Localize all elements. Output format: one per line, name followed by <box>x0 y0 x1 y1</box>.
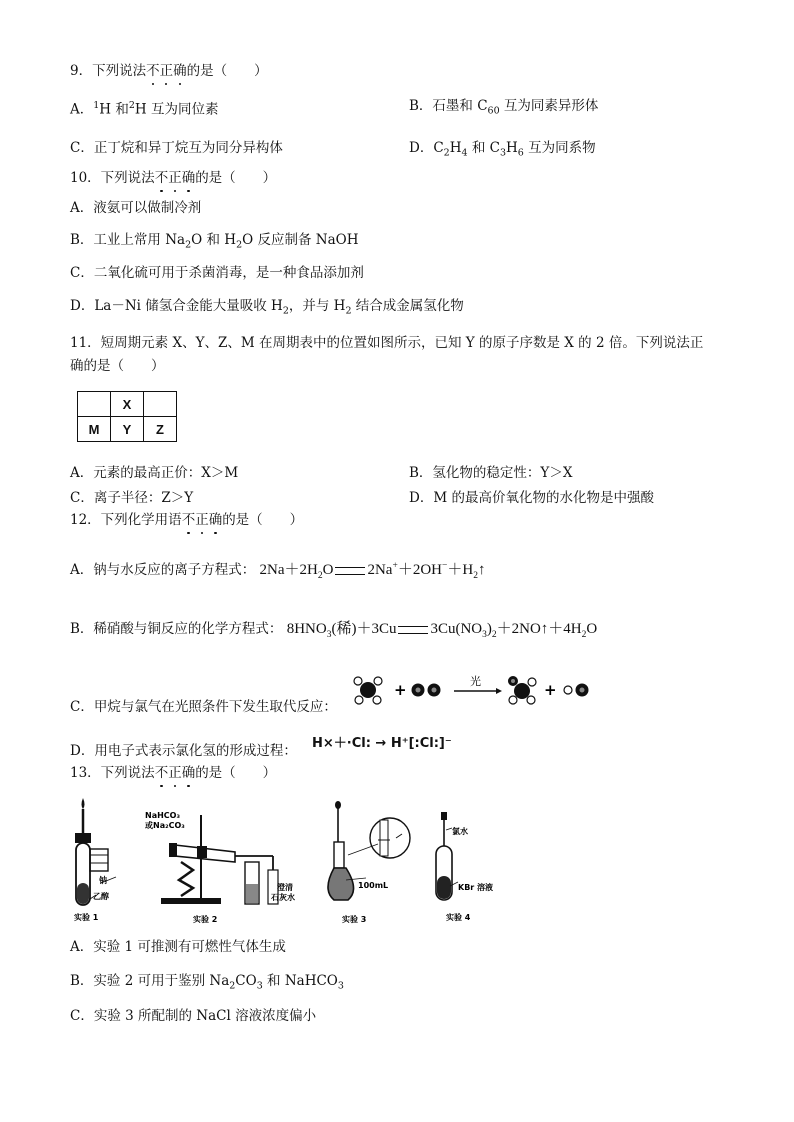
experiment-1-label: 实验 1 <box>74 913 99 922</box>
q12-option-a: A．钠与水反应的离子方程式： $2Na+2H_2O$ $2Na^++2OH^-+H_2↑$ <box>70 561 486 581</box>
svg-text:澄清: 澄清 <box>277 883 293 892</box>
chemical-equation: $8HNO_3$(稀)＋3Cu $3Cu(NO_3)_2+2NO↑+4H_2O$ <box>286 621 598 640</box>
svg-text:KBr 溶液: KBr 溶液 <box>458 883 494 892</box>
q10-stem: 10．下列说法不正确的是（ ） <box>70 170 277 186</box>
q9-option-c: C．正丁烷和异丁烷互为同分异构体 <box>70 140 283 156</box>
equals-sign <box>398 626 428 634</box>
svg-text:氯水: 氯水 <box>452 827 468 836</box>
q12-option-b: B．稀硝酸与铜反应的化学方程式： $8HNO_3$(稀)＋3Cu $3Cu(NO_3)_2+2NO↑+4H_2O$ <box>70 621 598 640</box>
chlorine-molecule-icon <box>412 684 441 697</box>
svg-text:+: + <box>544 681 557 699</box>
svg-text:乙醇: 乙醇 <box>93 892 109 901</box>
methane-molecule-icon <box>354 677 382 704</box>
q10-option-a: A．液氨可以做制冷剂 <box>70 200 202 216</box>
chloromethane-molecule-icon <box>508 676 536 704</box>
experiment-4-apparatus <box>432 810 512 928</box>
experiment-3-label: 实验 3 <box>342 915 367 924</box>
q11-option-b: B．氢化物的稳定性：Y＞X <box>409 465 573 481</box>
experiment-4-label: 实验 4 <box>446 913 471 922</box>
q9-option-d: D．$C_2H_4$ 和 $C_3H_6$ 互为同系物 <box>409 140 596 159</box>
q13-stem: 13．下列说法不正确的是（ ） <box>70 765 277 781</box>
periodic-table-fragment <box>77 391 177 442</box>
q10-option-d: D．La－Ni 储氢合金能大量吸收 $H_2$，并与 $H_2$ 结合成金属氢化物 <box>70 298 464 317</box>
q12-stem: 12．下列化学用语不正确的是（ ） <box>70 512 304 528</box>
svg-text:或Na₂CO₃: 或Na₂CO₃ <box>145 821 185 830</box>
light-condition-label: 光 <box>470 675 481 688</box>
ionic-equation: $2Na+2H_2O$ $2Na^++2OH^-+H_2↑$ <box>259 561 486 581</box>
cell-empty <box>78 392 111 417</box>
q12-option-c: C．甲烷与氯气在光照条件下发生取代反应： <box>70 699 337 715</box>
q11-option-a: A．元素的最高正价：X＞M <box>70 465 239 481</box>
cell-x: X <box>111 392 144 417</box>
cell-m: M <box>78 417 111 442</box>
q11-stem-line1: 11．短周期元素 X、Y、Z、M 在周期表中的位置如图所示，已知 Y 的原子序数是 X 的 2 倍。下列说法正 <box>70 335 704 351</box>
q10-option-b: B．工业上常用 $Na_2O$ 和 $H_2O$ 反应制备 NaOH <box>70 232 359 251</box>
q13-option-b: B．实验 2 可用于鉴别 $Na_2CO_3$ 和 NaHCO$_3$ <box>70 973 344 992</box>
svg-text:NaHCO₃: NaHCO₃ <box>145 811 180 820</box>
electron-formula: H×＋·Cl: → H⁺[:Cl:]⁻ <box>312 736 452 751</box>
svg-text:100mL: 100mL <box>358 881 389 890</box>
cell-z: Z <box>144 417 177 442</box>
methane-chlorination-diagram <box>350 672 595 708</box>
equals-sign <box>335 567 365 575</box>
q9-stem: 9．下列说法不正确的是（ ） <box>70 63 268 79</box>
q11-option-d: D．M 的最高价氧化物的水化物是中强酸 <box>409 490 654 506</box>
q13-option-a: A．实验 1 可推测有可燃性气体生成 <box>70 939 286 955</box>
cell-empty <box>144 392 177 417</box>
q13-option-c: C．实验 3 所配制的 NaCl 溶液浓度偏小 <box>70 1008 317 1024</box>
q11-stem-line2: 确的是（ ） <box>70 358 165 374</box>
cell-y: Y <box>111 417 144 442</box>
svg-text:钠: 钠 <box>99 876 107 885</box>
experiment-1-apparatus <box>66 795 126 925</box>
q9-option-b: B．石墨和 $C_{60}$ 互为同素异形体 <box>409 98 599 117</box>
experiment-3-apparatus <box>318 800 418 928</box>
svg-text:+: + <box>394 681 407 699</box>
experiment-2-label: 实验 2 <box>193 915 218 924</box>
q11-option-c: C．离子半径：Z＞Y <box>70 490 194 506</box>
svg-text:石灰水: 石灰水 <box>271 893 295 902</box>
q12-option-d: D．用电子式表示氯化氢的形成过程： <box>70 743 297 759</box>
experiment-2-apparatus <box>145 810 305 928</box>
q10-option-c: C．二氧化硫可用于杀菌消毒，是一种食品添加剂 <box>70 265 364 281</box>
hydrogen-chloride-molecule-icon <box>564 684 589 697</box>
q9-option-a: A．$^1$H 和$^2$H 互为同位素 <box>70 100 219 118</box>
